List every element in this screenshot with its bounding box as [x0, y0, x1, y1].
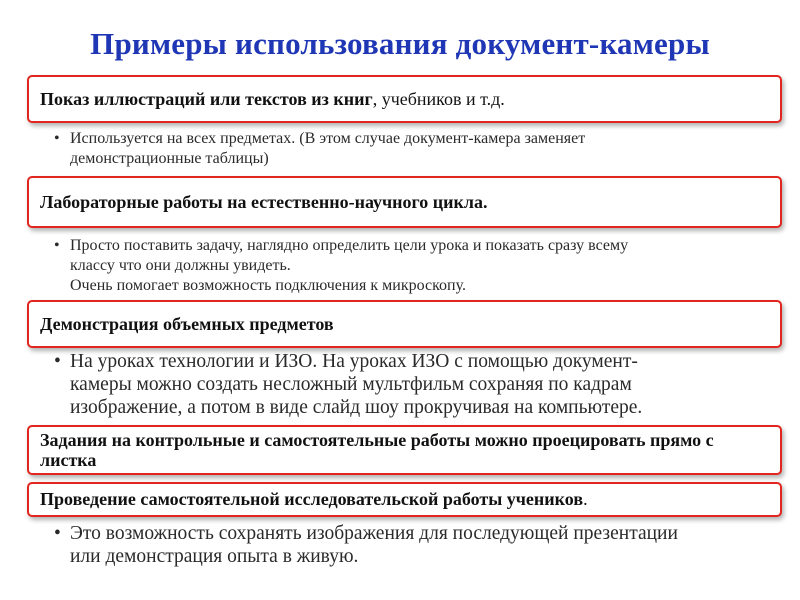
section-heading-research-work: [27, 482, 782, 517]
bullet-icon: •: [54, 237, 60, 254]
bullet-list: [48, 522, 788, 568]
list-item: • Просто поставить задачу, наглядно определить цели урока и показать сразу всему классу что они должны увидеть. Очень помогает возможность подключения к микроскопу.: [54, 237, 629, 294]
bullet-list: [48, 236, 788, 296]
heading-text: Демонстрация объемных предметов: [40, 313, 334, 334]
section-heading-tests-projection: [27, 425, 782, 475]
slide-title: Примеры использования документ-камеры: [90, 26, 710, 61]
bullet-icon: •: [54, 523, 61, 544]
bullet-icon: •: [54, 130, 60, 147]
bullet-list: [48, 350, 788, 419]
section-heading-lab-work: [27, 176, 782, 228]
list-item: • Это возможность сохранять изображения для последующей презентации или демонстрация опыта в живую.: [54, 523, 678, 567]
section-heading-3d-objects: [27, 300, 782, 348]
list-item: • Используется на всех предметах. (В этом случае документ-камера заменяет демонстрационные таблицы): [54, 130, 586, 167]
bullet-icon: •: [54, 351, 61, 372]
heading-text: Лабораторные работы на естественно-научного цикла.: [40, 191, 488, 212]
heading-text: Проведение самостоятельной исследовательской работы учеников.: [40, 489, 588, 510]
bullet-list: [48, 129, 788, 169]
list-item: • На уроках технологии и ИЗО. На уроках ИЗО с помощью документ- камеры можно создать несложный мультфильм сохраняя по кадрам изображение, а потом в виде слайд шоу прокручивая на компьютере.: [54, 351, 643, 418]
heading-text: Задания на контрольные и самостоятельные работы можно проецировать прямо с листка: [40, 429, 714, 470]
heading-text: Показ иллюстраций или текстов из книг, учебников и т.д.: [40, 88, 505, 109]
section-heading-book-illustrations: [27, 75, 782, 123]
